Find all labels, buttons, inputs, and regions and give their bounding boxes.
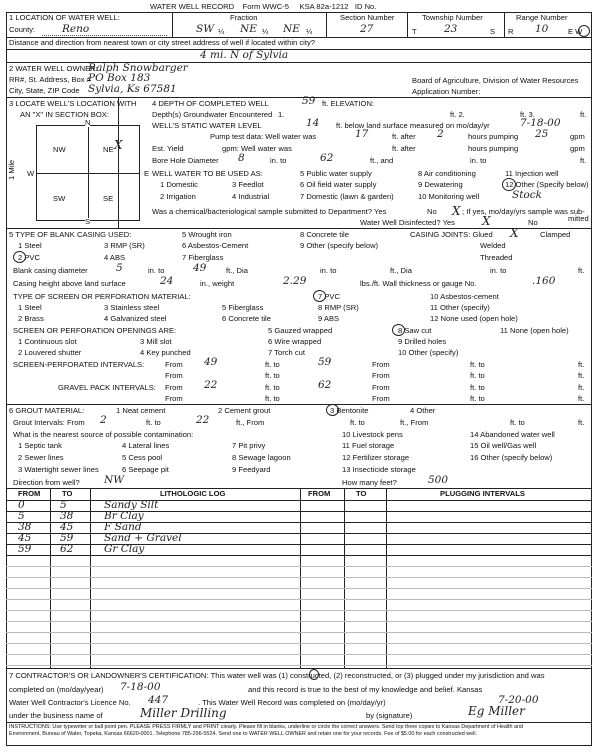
log-row-desc[interactable]: F Sand [104,521,142,533]
fraction-q2[interactable]: NE [240,23,257,35]
contam-13[interactable]: 13 Insecticide storage [342,465,416,474]
log-row-desc[interactable]: Gr Clay [104,543,145,555]
owner-value[interactable]: Ralph Snowbarger [88,62,188,74]
casing-8[interactable]: 8 Concrete tile [300,230,349,239]
screen-9[interactable]: 9 ABS [318,314,340,323]
casing-1[interactable]: 1 Steel [18,241,42,250]
gpm-label: gpm [570,132,585,141]
gp-from[interactable]: 22 [204,379,218,391]
gw-ft: ft. [580,110,587,119]
nw-label: NW [53,145,66,154]
gp-from4: From [372,394,390,403]
opening-4[interactable]: 4 Key punched [140,348,191,357]
pump-label: Pump test data: Well water was [210,132,317,141]
chem-mitted: mitted [568,214,589,223]
casing-9[interactable]: 9 Other (specify below) [300,241,379,250]
sp-to[interactable]: 59 [318,356,332,368]
casing-3[interactable]: 3 RMP (SR) [104,241,145,250]
cert-licence-label: Water Well Contractor's Licence No. [9,698,131,707]
contam-5[interactable]: 5 Cess pool [122,453,163,462]
casing-diameter-label: Blank casing diameter [13,266,88,275]
log-row-from[interactable]: 38 [18,521,32,533]
chem-no-mark[interactable]: X [452,204,461,218]
use-2[interactable]: 2 Irrigation [160,192,196,201]
contam-16[interactable]: 16 Other (specify below) [470,453,553,462]
sp-ftto3: ft. to [265,371,280,380]
form-number: Form WWC-5 [242,2,289,11]
yield-after: ft. after [392,144,416,153]
township-label: Township Number [422,13,483,22]
form-frame [6,12,592,746]
contam-6[interactable]: 6 Seepage pit [122,465,169,474]
sp-ft: ft. [578,360,585,369]
use-7[interactable]: 7 Domestic (lawn & garden) [300,192,394,201]
chem-rest: ; If yes, mo/day/yrs sample was sub- [462,207,585,216]
gp-ft: ft. [578,383,585,392]
grout-ft: ft. [578,418,585,427]
yield-gpm-label: gpm [570,144,585,153]
screen-3[interactable]: 3 Stainless steel [104,303,160,312]
location-x-mark: X [114,138,123,152]
screen-5[interactable]: 5 Fiberglass [222,303,264,312]
yield-label: Est. Yield [152,144,184,153]
bore-diameter[interactable]: 8 [238,152,245,164]
log-row-desc[interactable]: Br Clay [104,510,144,522]
use-3[interactable]: 3 Feedlot [232,180,264,189]
casing-height-label: Casing height above land surface [13,279,126,288]
log-row-to[interactable]: 62 [60,543,74,555]
gw-1: 1. [278,110,285,119]
section-number-label: Section Number [340,13,395,22]
log-row-from[interactable]: 0 [18,499,25,511]
sp-from2: From [372,360,390,369]
cert-business[interactable]: Miller Drilling [140,706,227,720]
application-label: Application Number: [412,87,481,96]
cert-date[interactable]: 7-18-00 [120,681,161,693]
casing-in-to: in. to [148,266,165,275]
depth-value[interactable]: 59 [302,95,316,107]
log-lith-header: LITHOLOGIC LOG [160,489,226,498]
sp-ftto: ft. to [265,360,280,369]
gp-from3: From [165,394,183,403]
distance-value[interactable]: 4 mi. N of Sylvia [200,49,289,61]
static-date[interactable]: 7-18-00 [520,117,561,129]
form-header [150,3,376,11]
instructions [9,724,523,738]
log-row-to[interactable]: 38 [60,510,74,522]
contam-4[interactable]: 4 Lateral lines [122,441,170,450]
casing-to[interactable]: 49 [193,262,207,274]
gp-ftto: ft. to [265,383,280,392]
section-4-label: 4 DEPTH OF COMPLETED WELL [152,99,269,108]
grout-3-circle [326,404,339,416]
opening-1[interactable]: 1 Continuous slot [18,337,77,346]
fraction-q1[interactable]: SW [196,23,214,35]
elevation-label: ft. ELEVATION: [322,99,375,108]
joints-label: CASING JOINTS: Glued [410,230,493,239]
section-1-label: 1 LOCATION OF WATER WELL: [9,13,120,22]
plug-header: PLUGGING INTERVALS [440,489,525,498]
opening-3[interactable]: 3 Mill slot [140,337,172,346]
use-5[interactable]: 5 Public water supply [300,169,372,178]
log-row-desc[interactable]: Sand + Gravel [104,532,182,544]
contam-1[interactable]: 1 Septic tank [18,441,62,450]
bore-in-to: in. to [270,156,287,165]
township-value[interactable]: 23 [444,23,458,35]
opening-10[interactable]: 10 Other (specify) [398,348,459,357]
casing-diameter[interactable]: 5 [116,262,123,274]
contam-9[interactable]: 9 Feedyard [232,465,271,474]
log-row-desc[interactable]: Sandy Silt [104,499,159,511]
township-t: T [412,27,417,36]
gp-from2: From [372,383,390,392]
screen-11[interactable]: 11 Other (specify) [430,303,490,312]
grout-from[interactable]: 2 [100,414,107,426]
sp-from3: From [165,371,183,380]
casing-height[interactable]: 24 [160,275,174,287]
quarter-mark: ¼ [218,27,225,36]
casing-in-to2: in. to [320,266,337,275]
log-row-to[interactable]: 5 [60,499,67,511]
range-ew: E W [568,27,583,36]
opening-5[interactable]: 5 Gauzed wrapped [268,326,333,335]
static-level-rest: ft. below land surface measured on mo/day/yr [336,121,490,130]
casing-weight-label: in., weight [200,279,235,288]
screen-7[interactable]: 7 PVC [318,292,340,301]
grout-ft-from2: ft., From [400,418,429,427]
fraction-label: Fraction [230,13,258,22]
log-row-to[interactable]: 45 [60,521,74,533]
direction-value[interactable]: NW [104,474,124,486]
sp-ftto2: ft. to [470,360,485,369]
cert-record-label: . This Water Well Record was completed on (mo/day/yr) [198,698,386,707]
chem-no-label: No [427,207,437,216]
use-9[interactable]: 9 Dewatering [418,180,463,189]
casing-5[interactable]: 5 Wrought iron [182,230,232,239]
screen-8[interactable]: 8 RMP (SR) [318,303,359,312]
pump-hp: hours pumping [468,132,519,141]
address-label: RR#, St. Address, Box # [9,75,91,84]
plug-from-header: FROM [308,489,331,498]
use-1[interactable]: 1 Domestic [160,180,198,189]
yield-gpm: gpm: Well water was [222,144,292,153]
log-from-header: FROM [18,489,41,498]
disinfected-yes-mark[interactable]: X [482,214,491,228]
quarter-mark: ¼ [306,27,313,36]
gp-to[interactable]: 62 [318,379,332,391]
opening-9[interactable]: 9 Drilled holes [398,337,447,346]
grout-1[interactable]: 1 Neat cement [116,406,166,415]
direction-label: Direction from well? [13,478,80,487]
west-label: W [27,169,35,178]
pump-gpm[interactable]: 25 [535,128,549,140]
gp-ft2: ft. [578,394,585,403]
chem-sample-label: Was a chemical/bacteriological sample submitted to Department? Yes [152,207,387,216]
contam-15[interactable]: 15 Oil well/Gas well [470,441,537,450]
casing-7[interactable]: 7 Fiberglass [182,253,224,262]
grout-ft-from: ft., From [236,418,265,427]
cert-completed-label: completed on (mo/day/year) [9,685,104,694]
grout-ft-to: ft. to [350,418,365,427]
groundwater-label: Depth(s) Groundwater Encountered [152,110,273,119]
gw-3: ft. 3. [520,110,535,119]
gauge-value[interactable]: .160 [532,275,556,287]
disinfected-label: Water Well Disinfected? Yes [360,218,455,227]
contam-3[interactable]: 3 Watertight sewer lines [18,465,99,474]
section-3-label2: AN "X" IN SECTION BOX: [20,110,109,119]
distance-label: Distance and direction from nearest town or city street address of well if located within city? [9,38,315,47]
sp-ftto4: ft. to [470,371,485,380]
opening-8-circle [392,324,405,336]
id-label: ID No. [354,2,377,11]
casing-2-circle [13,251,26,263]
sp-from4: From [372,371,390,380]
range-label: Range Number [516,13,568,22]
screen-2[interactable]: 2 Brass [18,314,44,323]
gp-ftto4: ft. to [470,394,485,403]
north-label: N [85,118,91,127]
use-8[interactable]: 8 Air conditioning [418,169,476,178]
casing-ft-dia: ft., Dia [226,266,248,275]
bore-to[interactable]: 62 [320,152,334,164]
joints-threaded: Threaded [480,253,513,262]
east-label: E [144,169,150,178]
gravel-pack-label: GRAVEL PACK INTERVALS: [58,383,156,392]
sp-from-label: From [165,360,183,369]
grout-ftto: ft. to [146,418,161,427]
casing-6[interactable]: 6 Asbestos-Cement [182,241,249,250]
quarter-mark: ¼ [262,27,269,36]
opening-6[interactable]: 6 Wire wrapped [268,337,322,346]
grout-4[interactable]: 4 Other [410,406,436,415]
pump-hours[interactable]: 2 [437,128,444,140]
contam-2[interactable]: 2 Sewer lines [18,453,64,462]
county-label: County: [9,25,36,34]
cert-business-label: under the business name of [9,711,103,720]
static-level-label: WELL'S STATIC WATER LEVEL [152,121,262,130]
casing-ft: ft. [578,266,585,275]
contam-8[interactable]: 8 Sewage lagoon [232,453,291,462]
cert-true-label: and this record is true to the best of my knowledge and belief. Kansas [248,685,483,694]
plug-to-header: TO [356,489,367,498]
board-label: Board of Agriculture, Division of Water Resources [412,76,579,85]
gp-ftto3: ft. to [265,394,280,403]
gw-2: ft. 2. [450,110,465,119]
bore-and: ft., and [370,156,394,165]
screen-6[interactable]: 6 Concrete tile [222,314,271,323]
use-4[interactable]: 4 Industrial [232,192,270,201]
grout-ft-to2: ft. to [510,418,525,427]
static-level-value[interactable]: 14 [306,117,320,129]
screen-4[interactable]: 4 Galvanized steel [104,314,167,323]
pump-after: ft. after [392,132,416,141]
constructed-circle [309,669,319,680]
joints-clamped: Clamped [540,230,571,239]
opening-8[interactable]: 8 Saw cut [398,326,432,335]
joints-glued-mark[interactable]: X [510,226,519,240]
contamination-label: What is the nearest source of possible contamination: [13,430,194,439]
screen-1[interactable]: 1 Steel [18,303,42,312]
wall-thickness-label: lbs./ft. Wall thickness or gauge No. [360,279,477,288]
sp-from[interactable]: 49 [204,356,218,368]
range-value[interactable]: 10 [535,23,549,35]
disinfected-no: No [528,218,538,227]
township-s: S [490,27,496,36]
cert-date2[interactable]: 7-20-00 [498,694,539,706]
grout-intervals-label: Grout Intervals: From [13,418,85,427]
contam-11[interactable]: 11 Fuel storage [342,441,395,450]
use-label: WELL WATER TO BE USED AS: [152,169,263,178]
section-6-label: 6 GROUT MATERIAL: [9,406,85,415]
openings-label: SCREEN OR PERFORATION OPENINGS ARE: [13,326,177,335]
log-row-to[interactable]: 59 [60,532,74,544]
mile-label: 1 Mile [7,159,16,180]
ksa-number: KSA 82a-1212 [299,2,349,11]
city-label: City, State, ZIP Code [9,86,80,95]
log-to-header: TO [62,489,73,498]
use-11[interactable]: 11 Injection well [505,169,559,178]
range-r: R [508,27,514,36]
south-label: S [85,217,91,226]
screen-12[interactable]: 12 None used (open hole) [430,314,518,323]
grout-to[interactable]: 22 [196,414,210,426]
contam-10[interactable]: 10 Livestock pens [342,430,403,439]
section-2-label: 2 WATER WELL OWNER: [9,64,98,73]
opening-2[interactable]: 2 Louvered shutter [18,348,82,357]
form-title: WATER WELL RECORD [150,2,235,11]
cert-line-1: 7 CONTRACTOR'S OR LANDOWNER'S CERTIFICATION: This water well was (1) constructed, (2) reconstructed, or (3) plugged under my jurisdiction and was [9,671,545,680]
casing-weight[interactable]: 2.29 [283,275,307,287]
screen-material-label: TYPE OF SCREEN OR PERFORATION MATERIAL: [13,292,191,301]
se-label: SE [103,194,114,203]
opening-11[interactable]: 11 None (open hole) [500,326,569,335]
cert-signature-label: by (signature) [366,711,413,720]
gp-ftto2: ft. to [470,383,485,392]
ne-label: NE [103,145,114,154]
log-row-from[interactable]: 59 [18,543,32,555]
gp-from-label: From [165,383,183,392]
contam-12[interactable]: 12 Fertilizer storage [342,453,410,462]
cert-licence[interactable]: 447 [148,694,169,706]
opening-7[interactable]: 7 Torch cut [268,348,306,357]
casing-4[interactable]: 4 ABS [104,253,126,262]
county-value[interactable]: Reno [62,23,90,35]
grout-3[interactable]: 3 Bentonite [330,406,369,415]
use-6[interactable]: 6 Oil field water supply [300,180,377,189]
w-circle [578,25,590,37]
bore-label: Bore Hole Diameter [152,156,219,165]
contam-7[interactable]: 7 Pit privy [232,441,266,450]
grout-2[interactable]: 2 Cement grout [218,406,271,415]
yield-hp: hours pumping [468,144,519,153]
casing-2[interactable]: 2 PVC [18,253,40,262]
joints-welded: Welded [480,241,506,250]
section-3-label: 3 LOCATE WELL'S LOCATION WITH [9,99,137,108]
screen-7-circle [313,290,326,302]
section-number-value[interactable]: 27 [360,23,374,35]
log-row-from[interactable]: 5 [18,510,25,522]
use-12[interactable]: 12 Other (Specify below) [505,180,589,189]
section-5-label: 5 TYPE OF BLANK CASING USED: [9,230,132,239]
log-row-from[interactable]: 45 [18,532,32,544]
feet-value[interactable]: 500 [428,474,449,486]
contam-14[interactable]: 14 Abandoned water well [470,430,555,439]
casing-ft-dia2: ft., Dia [390,266,412,275]
pump-level[interactable]: 17 [355,128,369,140]
fraction-q3[interactable]: NE [283,23,300,35]
city-value[interactable]: Sylvia, Ks 67581 [88,83,177,95]
sw-label: SW [53,194,66,203]
casing-in-to3: in. to [490,266,507,275]
address-value[interactable]: PO Box 183 [88,72,151,84]
bore-in-to2: in. to [470,156,487,165]
screen-10[interactable]: 10 Asbestos-cement [430,292,499,301]
cert-signature[interactable]: Eg Miller [468,704,525,718]
use-10[interactable]: 10 Monitoring well [418,192,480,201]
other-use-value[interactable]: Stock [512,189,542,201]
bore-ft: ft. [580,156,587,165]
feet-label: How many feet? [342,478,397,487]
screen-intervals-label: SCREEN-PERFORATED INTERVALS: [13,360,145,369]
instructions-line-2: Environment, Bureau of Water, Topeka, Kansas 66620-0001. Telephone 785-296-5524. Send one to WATER WELL OWNER and retain one for your records. Fee of $5.00 for each constructed well. [9,730,478,737]
instructions-line-1: INSTRUCTIONS: Use typewriter or ball point pen. PLEASE PRESS FIRMLY and PRINT clearly. Please fill in blanks, underline or circle the correct answers. Send top three copies to Kansas Department of Health and [9,724,524,730]
sp-ft2: ft. [578,371,585,380]
